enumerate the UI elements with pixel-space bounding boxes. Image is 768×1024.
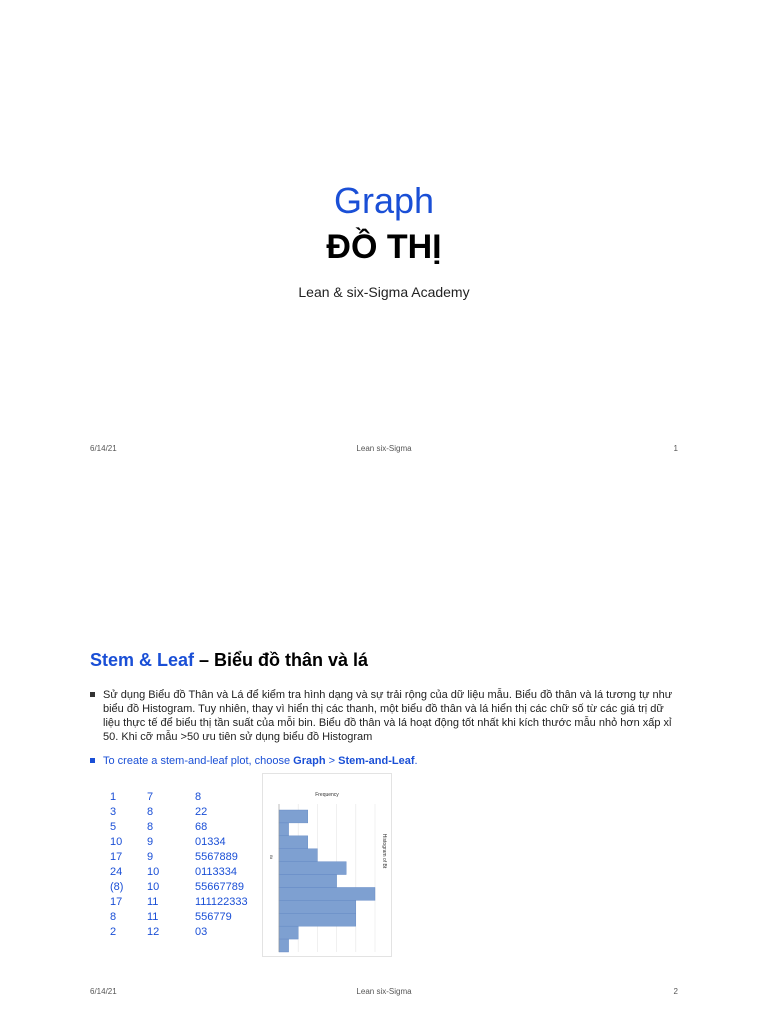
square-bullet-icon	[90, 758, 95, 763]
histogram-bar	[279, 823, 289, 836]
stem-value: 8	[147, 821, 154, 833]
depth-value: 17	[110, 851, 123, 863]
footer-text: Lean six-Sigma	[356, 987, 412, 996]
stem-value: 12	[147, 926, 160, 938]
stem-value: 10	[147, 866, 160, 878]
menu-graph: Graph	[293, 755, 326, 767]
histogram-bar	[279, 862, 346, 875]
leaf-value: 55667789	[195, 881, 244, 893]
slide-heading	[90, 650, 368, 671]
menu-separator: >	[325, 755, 339, 767]
stem-leaf-row	[110, 820, 260, 835]
slide-title-vietnamese: ĐỒ THỊ	[326, 228, 442, 266]
stem-leaf-row	[110, 895, 260, 910]
bullet-text: Sử dụng Biểu đồ Thân và Lá để kiểm tra hình dạng và sự trải rộng của dữ liệu mẫu. Biểu đồ thân và lá tương tự như biểu đồ Histogram. Tuy nhiên, thay vì hiển thị các thanh, một biểu đồ thân và lá hiển thị các chữ số từ các giá trị dữ liệu thực tế để biểu thị tần suất của mỗi bin. Biểu đồ thân và lá hoạt động tốt nhất khi kích thước mẫu nhỏ hơn xấp xỉ 50. Khi cỡ mẫu >50 ưu tiên sử dụng biểu đồ Histogram	[103, 689, 673, 743]
histogram-bar	[279, 913, 356, 926]
leaf-value: 22	[195, 806, 208, 818]
stem-value: 9	[147, 851, 154, 863]
depth-value: 24	[110, 866, 123, 878]
histogram-svg	[263, 774, 391, 956]
stem-value: 11	[147, 896, 159, 908]
depth-value: 8	[110, 911, 117, 923]
stem-leaf-row	[110, 865, 260, 880]
footer-date: 6/14/21	[90, 444, 117, 453]
stem-value: 10	[147, 881, 160, 893]
chart-title: Histogram of Bt	[381, 833, 387, 869]
stem-leaf-row	[110, 925, 260, 940]
square-bullet-icon	[90, 692, 95, 697]
histogram-bar	[279, 875, 337, 888]
slide-2	[0, 512, 768, 1024]
leaf-value: 01334	[195, 836, 226, 848]
depth-value: (8)	[110, 881, 124, 893]
instruction-suffix: .	[414, 755, 418, 767]
slide-title-english: Graph	[333, 180, 435, 221]
histogram-bar	[279, 887, 375, 900]
histogram-bar	[279, 849, 317, 862]
stem-value: 11	[147, 911, 159, 923]
footer-date: 6/14/21	[90, 987, 117, 996]
depth-value: 5	[110, 821, 117, 833]
bullet-instruction	[90, 754, 680, 768]
stem-leaf-row	[110, 805, 260, 820]
page-number: 1	[673, 444, 678, 453]
bullet-text	[103, 754, 680, 768]
stem-leaf-row	[110, 835, 260, 850]
page-number: 2	[673, 987, 678, 996]
depth-value: 1	[110, 791, 117, 803]
histogram-bar	[279, 926, 298, 939]
stem-value: 8	[147, 806, 154, 818]
stem-leaf-row	[110, 790, 260, 805]
stem-leaf-table	[110, 790, 260, 940]
leaf-value: 8	[195, 791, 202, 803]
y-axis-label: Bt	[269, 855, 274, 859]
leaf-value: 0113334	[195, 866, 238, 878]
histogram-bar	[279, 836, 308, 849]
leaf-value: 03	[195, 926, 208, 938]
histogram-bar	[279, 810, 308, 823]
depth-value: 2	[110, 926, 117, 938]
depth-value: 17	[110, 896, 123, 908]
stem-value: 9	[147, 836, 154, 848]
x-axis-label: Frequency	[315, 792, 339, 798]
histogram-bar	[279, 939, 289, 952]
histogram-chart	[262, 773, 392, 957]
stem-leaf-row	[110, 910, 260, 925]
stem-leaf-row	[110, 850, 260, 865]
leaf-value: 556779	[195, 911, 232, 923]
stem-value: 7	[147, 791, 154, 803]
depth-value: 10	[110, 836, 123, 848]
histogram-bar	[279, 900, 356, 913]
bullet-description	[90, 688, 680, 744]
leaf-value: 5567889	[195, 851, 238, 863]
stem-leaf-row	[110, 880, 260, 895]
leaf-value: 68	[195, 821, 208, 833]
leaf-value: 111122333	[195, 896, 248, 908]
heading-rest: – Biểu đồ thân và lá	[194, 650, 369, 670]
footer-text: Lean six-Sigma	[356, 444, 412, 453]
slide-subtitle: Lean & six-Sigma Academy	[298, 284, 470, 300]
instruction-prefix: To create a stem-and-leaf plot, choose	[103, 755, 294, 767]
heading-keyword: Stem & Leaf	[90, 650, 195, 670]
depth-value: 3	[110, 806, 117, 818]
menu-stem-and-leaf: Stem-and-Leaf	[338, 755, 415, 767]
